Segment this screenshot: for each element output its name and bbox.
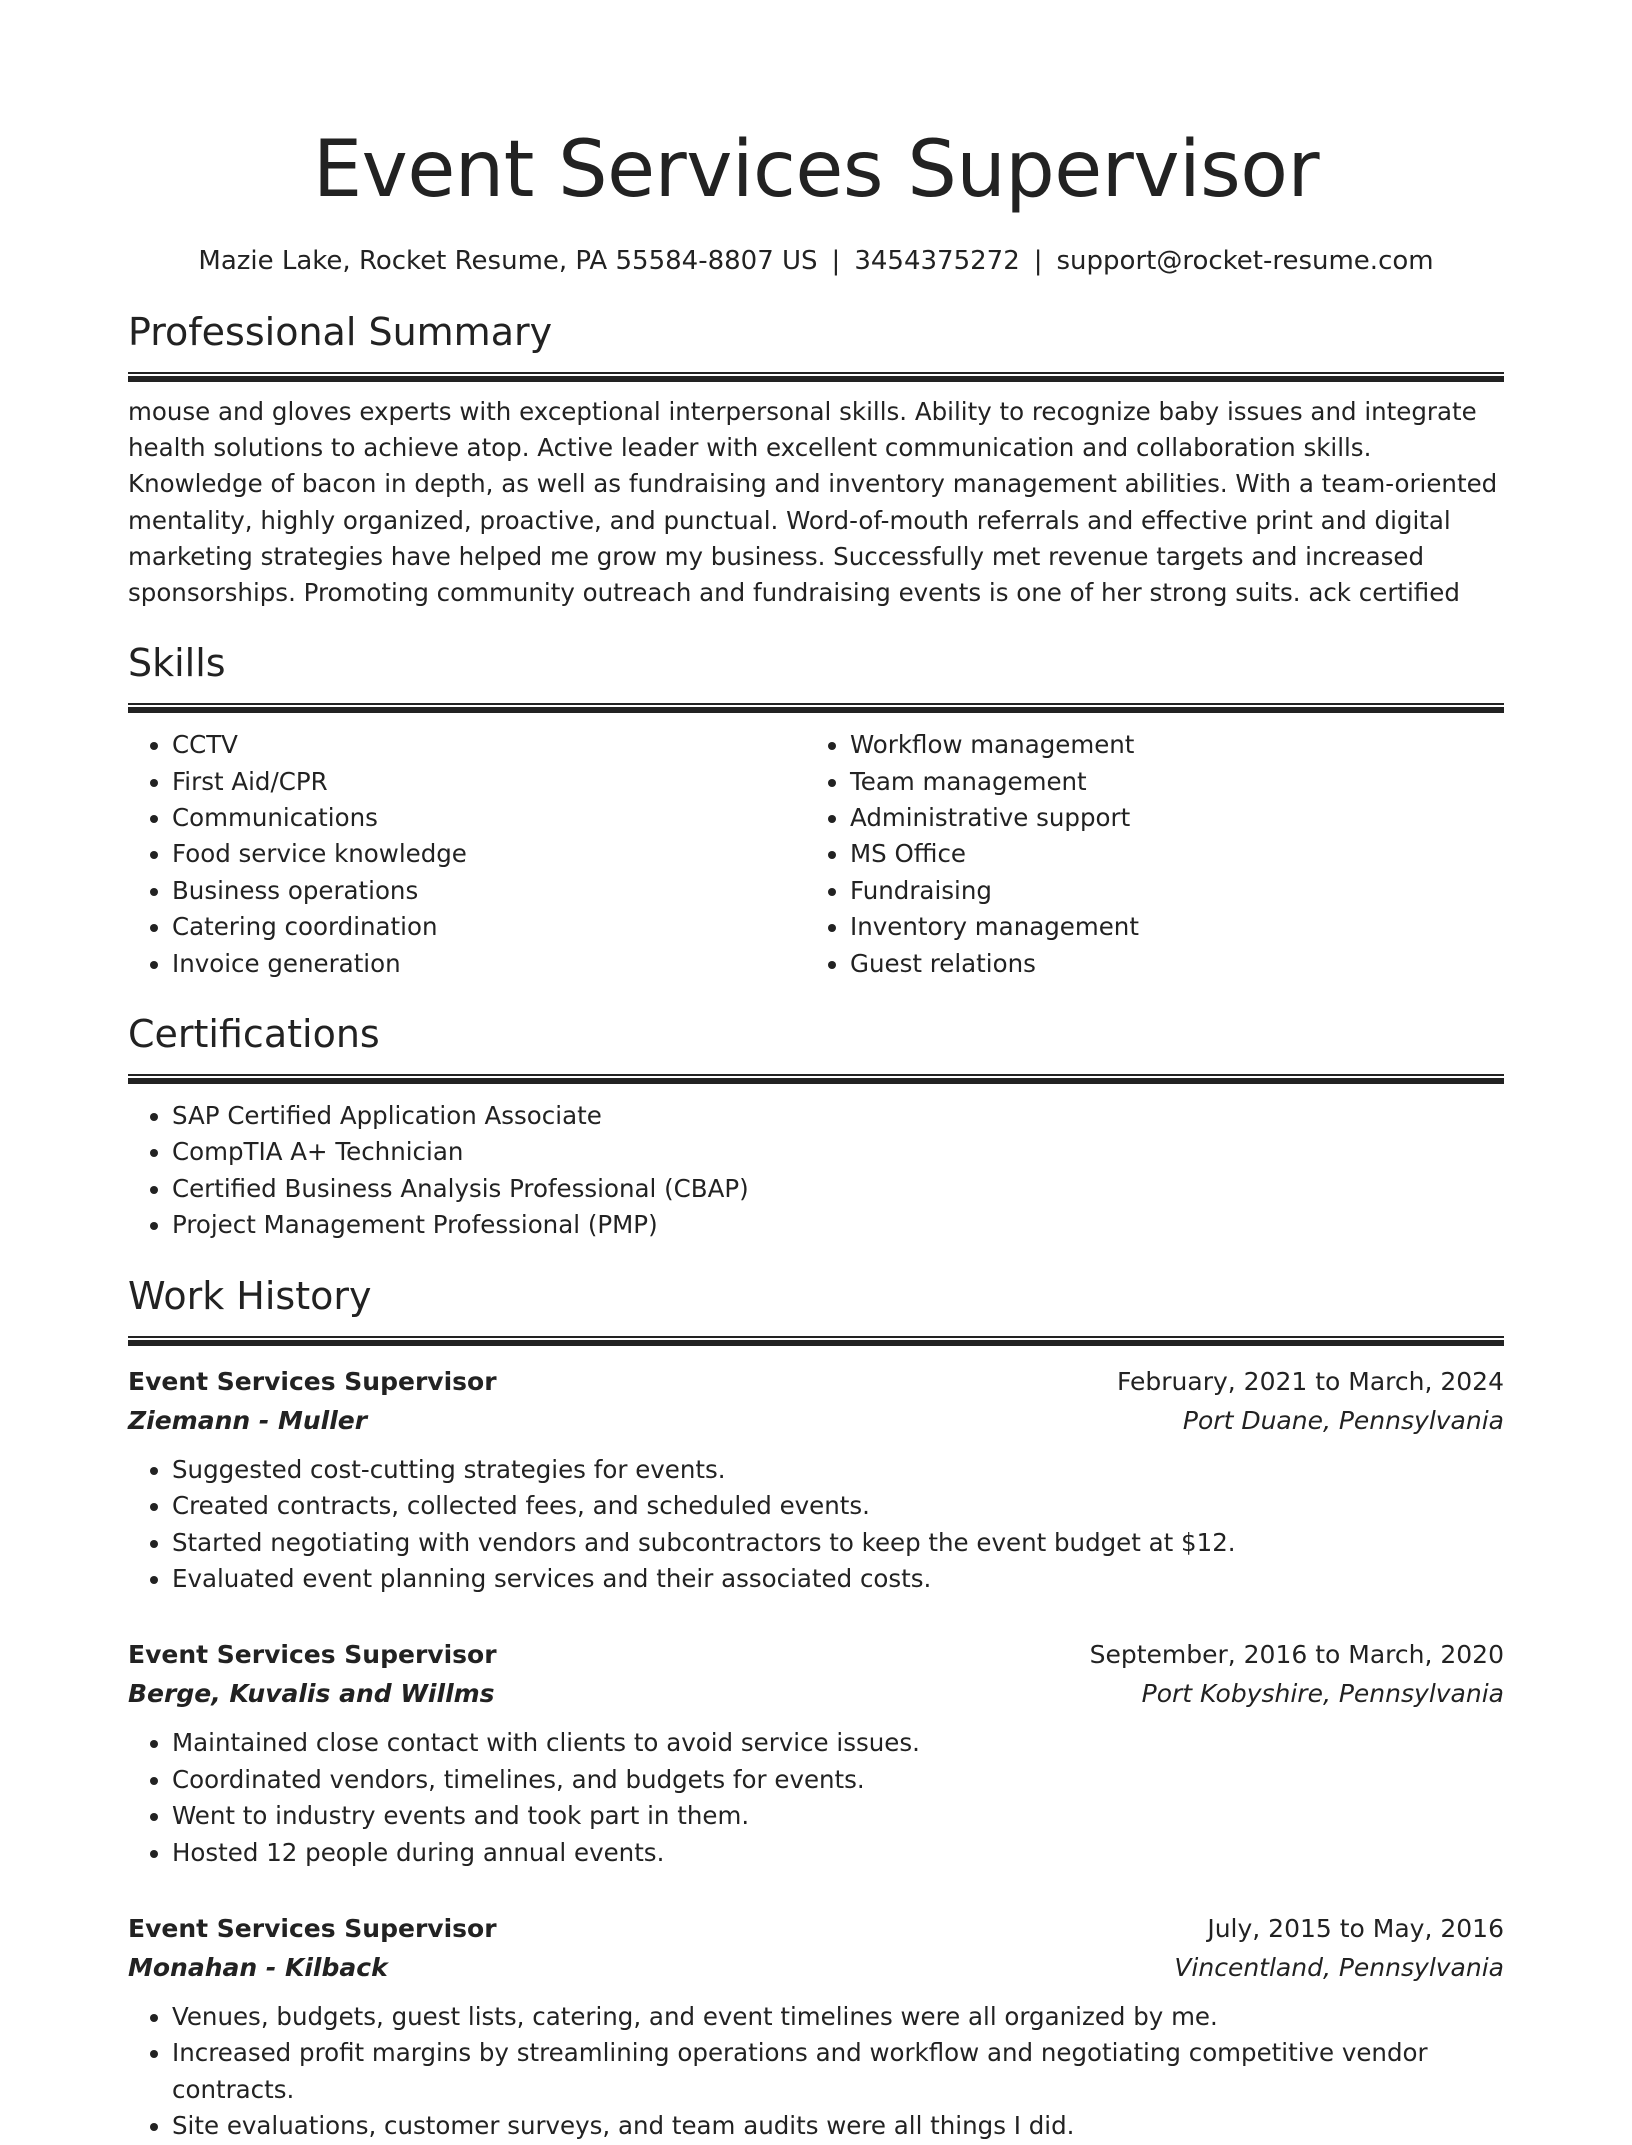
job-dates: September, 2016 to March, 2020 bbox=[1089, 1640, 1504, 1670]
skill-item: • Inventory management bbox=[850, 909, 1484, 945]
skill-item: • Food service knowledge bbox=[172, 836, 806, 872]
skill-item: • Invoice generation bbox=[172, 946, 806, 982]
skill-item: • Communications bbox=[172, 800, 806, 836]
job-title: Event Services Supervisor bbox=[128, 1640, 497, 1670]
skills-list-right bbox=[806, 727, 1484, 982]
job-entry bbox=[128, 1362, 1504, 1598]
work-history-heading: Work History bbox=[128, 1273, 372, 1318]
job-duty: • Increased profit margins by streamlining operations and workflow and negotiating competitive vendor contracts. bbox=[172, 2035, 1504, 2108]
job-title: Event Services Supervisor bbox=[128, 1366, 497, 1396]
skill-item: • Fundraising bbox=[850, 873, 1484, 909]
job-location: Port Kobyshire, Pennsylvania bbox=[1141, 1679, 1504, 1709]
summary-text: mouse and gloves experts with exceptional interpersonal skills. Ability to recognize baby issues and integrate health solutions to achieve atop. Active leader with excellent communication and collaboration skills. Knowledge of bacon in depth, as well as fundraising and inventory management abilities. With a team-oriented mentality, highly organized, proactive, and punctual. Word-of-mouth referrals and effective print and digital marketing strategies have helped me grow my business. Successfully met revenue targets and increased sponsorships. Promoting community outreach and fundraising events is one of her strong suits. ack certified bbox=[128, 397, 1498, 608]
skill-item: • Administrative support bbox=[850, 800, 1484, 836]
skill-item: • Team management bbox=[850, 764, 1484, 800]
certification-item: • SAP Certified Application Associate bbox=[172, 1098, 1504, 1134]
skills-grid bbox=[128, 713, 1504, 982]
resume-name: Event Services Supervisor bbox=[312, 125, 1320, 215]
job-duties-list bbox=[128, 1725, 1504, 1871]
certification-item: • Project Management Professional (PMP) bbox=[172, 1207, 1504, 1243]
contact-separator: | bbox=[831, 246, 841, 276]
job-title: Event Services Supervisor bbox=[128, 1913, 497, 1943]
summary-heading: Professional Summary bbox=[128, 310, 553, 354]
skill-item: • First Aid/CPR bbox=[172, 764, 806, 800]
job-duty: • Site evaluations, customer surveys, and team audits were all things I did. bbox=[172, 2108, 1504, 2144]
job-location: Port Duane, Pennsylvania bbox=[1182, 1405, 1504, 1435]
job-dates: February, 2021 to March, 2024 bbox=[1116, 1366, 1504, 1396]
job-company: Berge, Kuvalis and Willms bbox=[128, 1679, 495, 1709]
certifications-heading: Certifications bbox=[128, 1012, 380, 1057]
job-duty: • Hosted 12 people during annual events. bbox=[172, 1835, 1504, 1871]
section-divider bbox=[128, 1074, 1504, 1084]
skill-item: • CCTV bbox=[172, 727, 806, 763]
job-duty: • Evaluated event planning services and their associated costs. bbox=[172, 1561, 1504, 1597]
job-location: Vincentland, Pennsylvania bbox=[1174, 1952, 1504, 1982]
skills-heading: Skills bbox=[128, 641, 226, 686]
summary-section bbox=[128, 308, 1504, 611]
section-divider bbox=[128, 703, 1504, 713]
job-company: Monahan - Kilback bbox=[128, 1952, 388, 1982]
contact-address: Mazie Lake, Rocket Resume, PA 55584-8807 US bbox=[198, 246, 818, 276]
skill-item: • Business operations bbox=[172, 873, 806, 909]
job-header-row bbox=[128, 1362, 1504, 1401]
certifications-list bbox=[128, 1098, 1504, 1244]
job-duty: • Started negotiating with vendors and subcontractors to keep the event budget at $12. bbox=[172, 1525, 1504, 1561]
contact-separator: | bbox=[1033, 246, 1043, 276]
contact-line bbox=[128, 244, 1504, 278]
job-duty: • Created contracts, collected fees, and scheduled events. bbox=[172, 1488, 1504, 1524]
contact-email: support@rocket-resume.com bbox=[1056, 246, 1434, 276]
job-entry bbox=[128, 1909, 1504, 2145]
skill-item: • Catering coordination bbox=[172, 909, 806, 945]
work-history-section bbox=[128, 1272, 1504, 2145]
certification-item: • CompTIA A+ Technician bbox=[172, 1134, 1504, 1170]
job-duties-list bbox=[128, 1999, 1504, 2145]
job-duty: • Maintained close contact with clients to avoid service issues. bbox=[172, 1725, 1504, 1761]
job-company-row bbox=[128, 1948, 1504, 1987]
job-duties-list bbox=[128, 1452, 1504, 1598]
job-duty: • Coordinated vendors, timelines, and budgets for events. bbox=[172, 1762, 1504, 1798]
job-header-row bbox=[128, 1635, 1504, 1674]
job-company-row bbox=[128, 1401, 1504, 1440]
job-duty: • Suggested cost-cutting strategies for events. bbox=[172, 1452, 1504, 1488]
job-header-row bbox=[128, 1909, 1504, 1948]
certification-item: • Certified Business Analysis Professional (CBAP) bbox=[172, 1171, 1504, 1207]
job-company-row bbox=[128, 1674, 1504, 1713]
contact-phone: 3454375272 bbox=[854, 246, 1020, 276]
skill-item: • MS Office bbox=[850, 836, 1484, 872]
skills-section bbox=[128, 639, 1504, 982]
job-entry bbox=[128, 1635, 1504, 1871]
section-divider bbox=[128, 372, 1504, 382]
job-duty: • Went to industry events and took part in them. bbox=[172, 1798, 1504, 1834]
skill-item: • Guest relations bbox=[850, 946, 1484, 982]
skill-item: • Workflow management bbox=[850, 727, 1484, 763]
certifications-section bbox=[128, 1010, 1504, 1244]
job-dates: July, 2015 to May, 2016 bbox=[1207, 1913, 1504, 1943]
job-company: Ziemann - Muller bbox=[128, 1405, 368, 1435]
job-duty: • Venues, budgets, guest lists, catering, and event timelines were all organized by me. bbox=[172, 1999, 1504, 2035]
skills-list-left bbox=[128, 727, 806, 982]
section-divider bbox=[128, 1336, 1504, 1346]
